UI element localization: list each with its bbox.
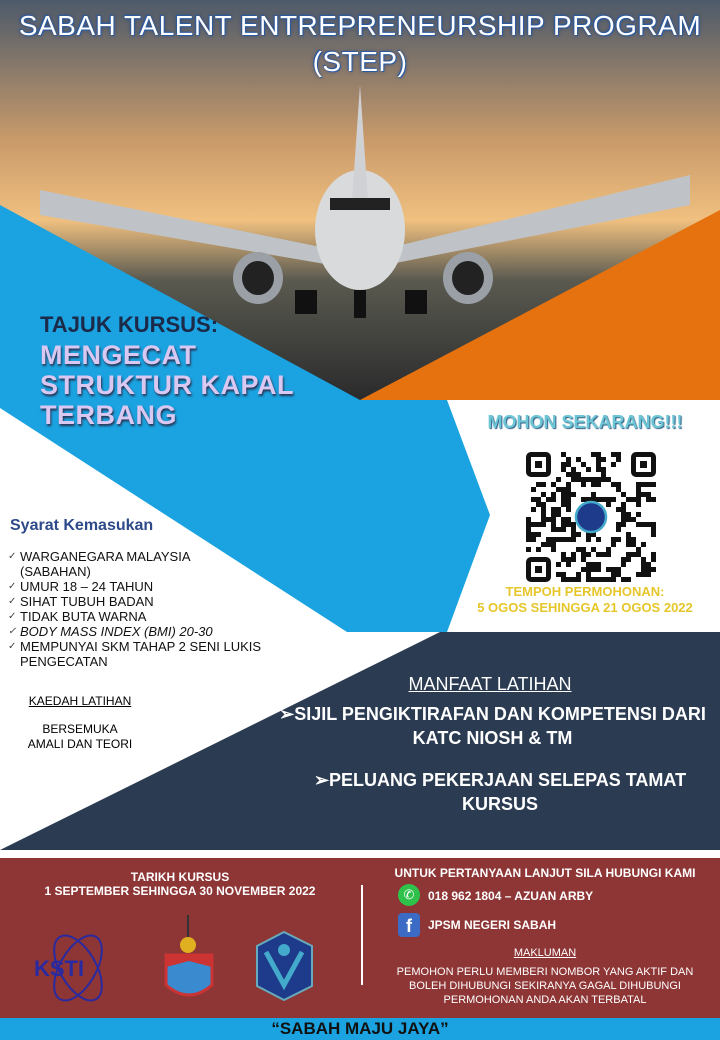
benefits-heading: MANFAAT LATIHAN bbox=[408, 674, 572, 694]
footer-divider bbox=[361, 885, 363, 985]
notice-text: PEMOHON PERLU MEMBERI NOMBOR YANG AKTIF DAN BOLEH DIHUBUNGI SEKIRANYA GAGAL DIHUBUNGI PERMOHONAN ANDA AKAN TERBATAL bbox=[396, 966, 694, 1006]
program-title: SABAH TALENT ENTREPRENEURSHIP PROGRAM (STEP) bbox=[18, 10, 702, 77]
requirement-item: ✓ UMUR 18 – 24 TAHUN bbox=[8, 579, 308, 594]
requirement-item: ✓ MEMPUNYAI SKM TAHAP 2 SENI LUKIS PENGECATAN bbox=[8, 639, 268, 669]
facebook-page[interactable]: JPSM NEGERI SABAH bbox=[428, 918, 557, 932]
benefit-item: ➢SIJIL PENGIKTIRAFAN DAN KOMPETENSI DARI KATC NIOSH & TM bbox=[279, 704, 706, 748]
course-date: TARIKH KURSUS 1 SEPTEMBER SEHINGGA 30 NOVEMBER 2022 bbox=[44, 870, 316, 898]
requirements-heading: Syarat Kemasukan bbox=[10, 517, 154, 534]
contact-heading: UNTUK PERTANYAAN LANJUT SILA HUBUNGI KAMI bbox=[394, 866, 696, 880]
requirement-item: ✓ SIHAT TUBUH BADAN bbox=[8, 594, 308, 609]
course-name: MENGECAT STRUKTUR KAPAL TERBANG bbox=[40, 340, 294, 430]
method-text: BERSEMUKA AMALI DAN TEORI bbox=[27, 722, 133, 751]
svg-text:KSTI: KSTI bbox=[34, 956, 85, 981]
notice-heading: MAKLUMAN bbox=[513, 947, 577, 959]
sabah-crest-logo bbox=[160, 915, 218, 1005]
phone-contact[interactable]: 018 962 1804 – AZUAN ARBY bbox=[428, 889, 594, 903]
requirement-item: ✓ WARGANEGARA MALAYSIA (SABAHAN) bbox=[8, 549, 198, 579]
requirements-list bbox=[8, 549, 308, 669]
application-period: TEMPOH PERMOHONAN: 5 OGOS SEHINGGA 21 OGOS 2022 bbox=[477, 584, 693, 615]
whatsapp-icon: ✆ bbox=[398, 884, 420, 906]
slogan-banner: “SABAH MAJU JAYA” bbox=[0, 1018, 720, 1040]
benefit-item: ➢PELUANG PEKERJAAN SELEPAS TAMAT KURSUS bbox=[313, 770, 687, 814]
ksti-logo bbox=[30, 930, 125, 1005]
facebook-icon: f bbox=[398, 913, 420, 937]
apply-now-heading: MOHON SEKARANG!!! bbox=[487, 412, 683, 432]
qr-code[interactable] bbox=[526, 452, 656, 582]
requirement-item: ✓ BODY MASS INDEX (BMI) 20-30 bbox=[8, 624, 308, 639]
requirement-item: ✓ TIDAK BUTA WARNA bbox=[8, 609, 308, 624]
jpsm-logo bbox=[252, 930, 317, 1002]
course-label: TAJUK KURSUS: bbox=[40, 312, 219, 337]
method-heading: KAEDAH LATIHAN bbox=[28, 694, 132, 708]
